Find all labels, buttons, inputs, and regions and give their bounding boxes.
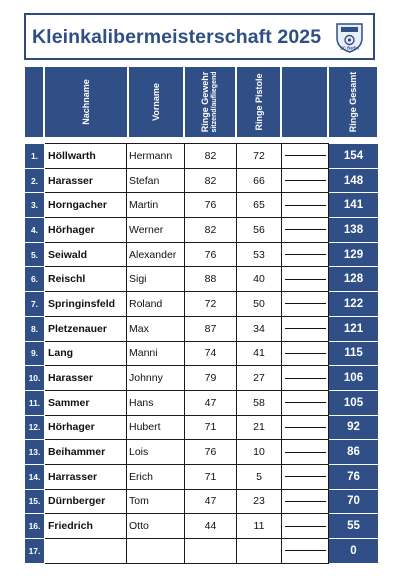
- total-cell: 0: [329, 539, 379, 564]
- firstname-cell: Roland: [127, 292, 185, 317]
- table-row: [25, 514, 379, 539]
- firstname-cell: Sigi: [127, 267, 185, 292]
- rank-cell: 8.: [25, 316, 45, 341]
- pistole-cell: 53: [237, 242, 282, 267]
- header-rank: [24, 66, 44, 138]
- blank-line: [285, 402, 326, 403]
- results-body: [25, 144, 379, 564]
- blank-line: [285, 452, 326, 453]
- pistole-cell: 50: [237, 292, 282, 317]
- extra-cell: [282, 292, 329, 317]
- pistole-cell: 58: [237, 390, 282, 415]
- firstname-cell: [127, 539, 185, 564]
- table-row: [25, 464, 379, 489]
- extra-cell: [282, 218, 329, 243]
- gewehr-cell: 76: [185, 440, 237, 465]
- pistole-cell: 11: [237, 514, 282, 539]
- gewehr-cell: 72: [185, 292, 237, 317]
- pistole-cell: 27: [237, 366, 282, 391]
- lastname-cell: Springinsfeld: [45, 292, 127, 317]
- gewehr-cell: [185, 539, 237, 564]
- total-cell: 92: [329, 415, 379, 440]
- gewehr-cell: 76: [185, 242, 237, 267]
- rank-cell: 4.: [25, 218, 45, 243]
- blank-line: [285, 550, 326, 551]
- lastname-cell: [45, 539, 127, 564]
- total-cell: 70: [329, 489, 379, 514]
- lastname-cell: Horngacher: [45, 193, 127, 218]
- blank-line: [285, 254, 326, 255]
- table-row: [25, 242, 379, 267]
- pistole-cell: 34: [237, 316, 282, 341]
- total-cell: 138: [329, 218, 379, 243]
- rank-cell: 1.: [25, 144, 45, 169]
- gewehr-cell: 71: [185, 415, 237, 440]
- firstname-cell: Hermann: [127, 144, 185, 169]
- pistole-cell: 5: [237, 464, 282, 489]
- extra-cell: [282, 193, 329, 218]
- extra-cell: [282, 514, 329, 539]
- header-gewehr: [184, 66, 236, 138]
- header-extra: [281, 66, 328, 138]
- firstname-cell: Johnny: [127, 366, 185, 391]
- total-cell: 128: [329, 267, 379, 292]
- table-row: [25, 168, 379, 193]
- extra-cell: [282, 267, 329, 292]
- blank-line: [285, 205, 326, 206]
- table-header: [24, 66, 378, 138]
- rank-cell: 15.: [25, 489, 45, 514]
- rank-cell: 12.: [25, 415, 45, 440]
- pistole-cell: 23: [237, 489, 282, 514]
- pistole-cell: 66: [237, 168, 282, 193]
- gewehr-cell: 71: [185, 464, 237, 489]
- lastname-cell: Friedrich: [45, 514, 127, 539]
- header-vorname-label: Vorname: [151, 83, 161, 121]
- lastname-cell: Höllwarth: [45, 144, 127, 169]
- table-row: [25, 415, 379, 440]
- rank-cell: 5.: [25, 242, 45, 267]
- extra-cell: [282, 440, 329, 465]
- gewehr-cell: 82: [185, 144, 237, 169]
- firstname-cell: Werner: [127, 218, 185, 243]
- blank-line: [285, 303, 326, 304]
- blank-line: [285, 155, 326, 156]
- total-cell: 154: [329, 144, 379, 169]
- gewehr-cell: 79: [185, 366, 237, 391]
- header-gewehr-line1: Ringe Gewehr: [200, 71, 210, 133]
- lastname-cell: Beihammer: [45, 440, 127, 465]
- gewehr-cell: 74: [185, 341, 237, 366]
- blank-line: [285, 378, 326, 379]
- extra-cell: [282, 242, 329, 267]
- gewehr-cell: 82: [185, 218, 237, 243]
- extra-cell: [282, 341, 329, 366]
- results-table: [24, 143, 379, 564]
- table-row: [25, 144, 379, 169]
- header-gesamt-label: Ringe Gesamt: [348, 71, 358, 133]
- extra-cell: [282, 168, 329, 193]
- rank-cell: 16.: [25, 514, 45, 539]
- title-box: [24, 13, 375, 60]
- header-gewehr-line2: sitzend/aufliegend: [211, 71, 218, 133]
- firstname-cell: Alexander: [127, 242, 185, 267]
- blank-line: [285, 279, 326, 280]
- rank-cell: 6.: [25, 267, 45, 292]
- pistole-cell: 41: [237, 341, 282, 366]
- firstname-cell: Manni: [127, 341, 185, 366]
- rank-cell: 11.: [25, 390, 45, 415]
- gewehr-cell: 82: [185, 168, 237, 193]
- pistole-cell: 72: [237, 144, 282, 169]
- header-gesamt: [328, 66, 378, 138]
- lastname-cell: Lang: [45, 341, 127, 366]
- header-nachname-label: Nachname: [81, 79, 91, 125]
- table-row: [25, 390, 379, 415]
- pistole-cell: 65: [237, 193, 282, 218]
- firstname-cell: Lois: [127, 440, 185, 465]
- table-row: [25, 539, 379, 564]
- gewehr-cell: 87: [185, 316, 237, 341]
- total-cell: 76: [329, 464, 379, 489]
- logo-text: SC Berlin: [340, 45, 359, 51]
- firstname-cell: Max: [127, 316, 185, 341]
- total-cell: 148: [329, 168, 379, 193]
- total-cell: 129: [329, 242, 379, 267]
- rank-cell: 10.: [25, 366, 45, 391]
- extra-cell: [282, 366, 329, 391]
- extra-cell: [282, 464, 329, 489]
- gewehr-cell: 44: [185, 514, 237, 539]
- lastname-cell: Hörhager: [45, 218, 127, 243]
- total-cell: 121: [329, 316, 379, 341]
- pistole-cell: 40: [237, 267, 282, 292]
- extra-cell: [282, 539, 329, 564]
- header-gewehr-label: [200, 71, 220, 132]
- blank-line: [285, 328, 326, 329]
- header-nachname: [44, 66, 128, 138]
- firstname-cell: Erich: [127, 464, 185, 489]
- table-row: [25, 267, 379, 292]
- table-row: [25, 316, 379, 341]
- blank-line: [285, 180, 326, 181]
- extra-cell: [282, 144, 329, 169]
- total-cell: 105: [329, 390, 379, 415]
- lastname-cell: Seiwald: [45, 242, 127, 267]
- blank-line: [285, 476, 326, 477]
- table-row: [25, 440, 379, 465]
- firstname-cell: Tom: [127, 489, 185, 514]
- blank-line: [285, 501, 326, 502]
- rank-cell: 7.: [25, 292, 45, 317]
- firstname-cell: Hubert: [127, 415, 185, 440]
- header-vorname: [128, 66, 184, 138]
- club-logo-icon: [333, 20, 366, 54]
- firstname-cell: Hans: [127, 390, 185, 415]
- table-row: [25, 341, 379, 366]
- total-cell: 106: [329, 366, 379, 391]
- gewehr-cell: 88: [185, 267, 237, 292]
- rank-cell: 17.: [25, 539, 45, 564]
- rank-cell: 14.: [25, 464, 45, 489]
- gewehr-cell: 47: [185, 390, 237, 415]
- table-row: [25, 218, 379, 243]
- blank-line: [285, 526, 326, 527]
- rank-cell: 9.: [25, 341, 45, 366]
- total-cell: 55: [329, 514, 379, 539]
- blank-line: [285, 427, 326, 428]
- lastname-cell: Harasser: [45, 366, 127, 391]
- firstname-cell: Otto: [127, 514, 185, 539]
- gewehr-cell: 76: [185, 193, 237, 218]
- table-row: [25, 366, 379, 391]
- blank-line: [285, 353, 326, 354]
- table-row: [25, 292, 379, 317]
- pistole-cell: [237, 539, 282, 564]
- total-cell: 86: [329, 440, 379, 465]
- lastname-cell: Hörhager: [45, 415, 127, 440]
- lastname-cell: Pletzenauer: [45, 316, 127, 341]
- header-pistole: [236, 66, 281, 138]
- table-row: [25, 193, 379, 218]
- total-cell: 122: [329, 292, 379, 317]
- firstname-cell: Martin: [127, 193, 185, 218]
- pistole-cell: 56: [237, 218, 282, 243]
- total-cell: 115: [329, 341, 379, 366]
- blank-line: [285, 229, 326, 230]
- lastname-cell: Dürnberger: [45, 489, 127, 514]
- firstname-cell: Stefan: [127, 168, 185, 193]
- header-pistole-label: Ringe Pistole: [253, 73, 264, 131]
- table-row: [25, 489, 379, 514]
- pistole-cell: 10: [237, 440, 282, 465]
- total-cell: 141: [329, 193, 379, 218]
- pistole-cell: 21: [237, 415, 282, 440]
- rank-cell: 3.: [25, 193, 45, 218]
- rank-cell: 13.: [25, 440, 45, 465]
- extra-cell: [282, 415, 329, 440]
- lastname-cell: Harasser: [45, 168, 127, 193]
- extra-cell: [282, 316, 329, 341]
- lastname-cell: Harrasser: [45, 464, 127, 489]
- extra-cell: [282, 390, 329, 415]
- page-title: Kleinkalibermeisterschaft 2025: [32, 26, 322, 48]
- extra-cell: [282, 489, 329, 514]
- rank-cell: 2.: [25, 168, 45, 193]
- lastname-cell: Reischl: [45, 267, 127, 292]
- lastname-cell: Sammer: [45, 390, 127, 415]
- gewehr-cell: 47: [185, 489, 237, 514]
